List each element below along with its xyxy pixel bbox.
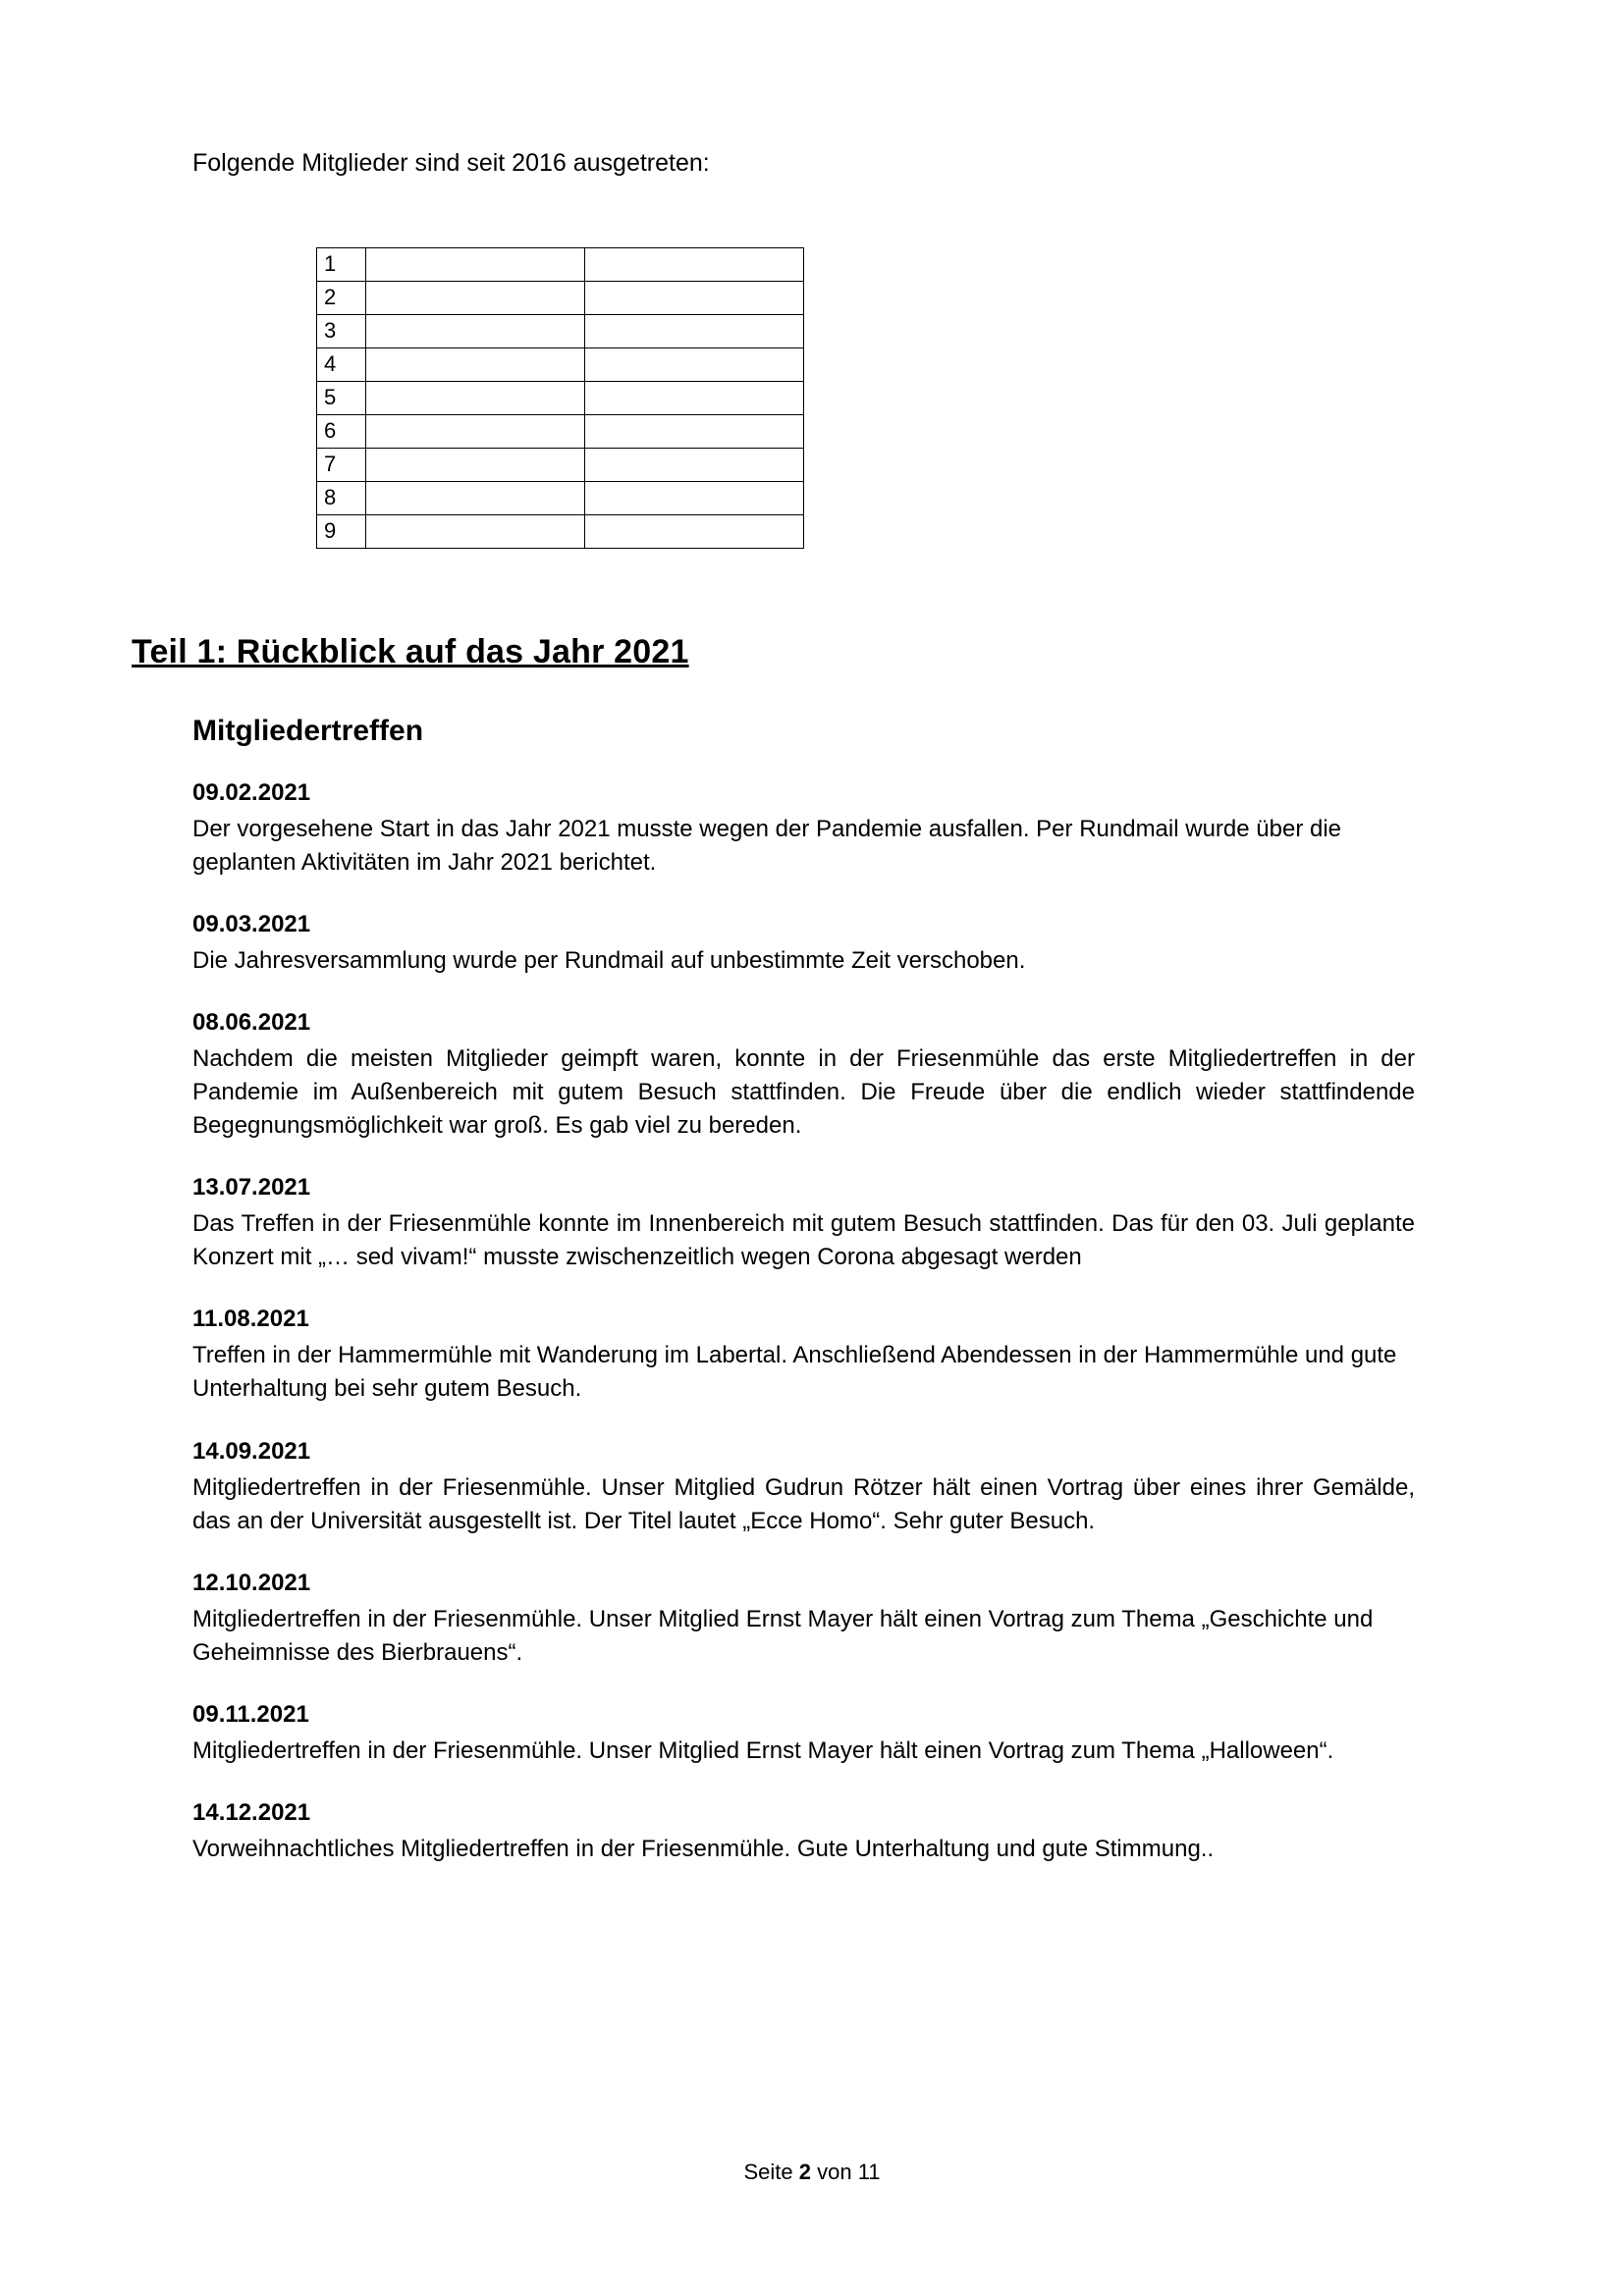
table-cell-name	[366, 347, 585, 381]
entry-date: 14.12.2021	[192, 1798, 311, 1826]
list-item	[192, 1570, 1415, 1670]
entry-date: 11.08.2021	[192, 1306, 309, 1333]
entry-date: 13.07.2021	[192, 1174, 311, 1201]
table-cell-info	[585, 314, 804, 347]
page-title: Teil 1: Rückblick auf das Jahr 2021	[132, 632, 689, 670]
table-cell-info	[585, 514, 804, 548]
entry-text: Mitgliedertreffen in der Friesenmühle. Unser Mitglied Ernst Mayer hält einen Vortrag zum Thema „Geschichte und Geheimnisse des Bierbrauens“.	[192, 1605, 1374, 1666]
footer-total-pages: 11	[857, 2160, 881, 2184]
table-cell-info	[585, 247, 804, 281]
table-cell-info	[585, 448, 804, 481]
list-item	[192, 1009, 1415, 1143]
table-row	[317, 481, 804, 514]
table-cell-number: 4	[317, 347, 366, 381]
table-cell-info	[585, 381, 804, 414]
entry-text: Vorweihnachtliches Mitgliedertreffen in der Friesenmühle. Gute Unterhaltung und gute Stimmung..	[192, 1835, 1215, 1862]
table-cell-number: 1	[317, 247, 366, 281]
table-row	[317, 514, 804, 548]
table-cell-name	[366, 247, 585, 281]
table-cell-info	[585, 414, 804, 448]
entry-text: Treffen in der Hammermühle mit Wanderung im Labertal. Anschließend Abendessen in der Hammermühle und gute Unterhaltung bei sehr gutem Besuch.	[192, 1342, 1397, 1403]
table-cell-name	[366, 481, 585, 514]
entry-date: 09.11.2021	[192, 1700, 309, 1728]
table-cell-name	[366, 314, 585, 347]
table-cell-number: 3	[317, 314, 366, 347]
table-cell-number: 5	[317, 381, 366, 414]
list-item	[192, 1174, 1415, 1274]
table-cell-info	[585, 347, 804, 381]
table-row	[317, 347, 804, 381]
table-cell-number: 8	[317, 481, 366, 514]
entry-date: 09.02.2021	[192, 778, 311, 806]
entry-date: 12.10.2021	[192, 1569, 311, 1596]
list-item	[192, 1799, 1415, 1866]
footer-page-number: 2	[798, 2160, 811, 2184]
table-cell-number: 9	[317, 514, 366, 548]
list-item	[192, 1701, 1415, 1768]
entry-text: Die Jahresversammlung wurde per Rundmail auf unbestimmte Zeit verschoben.	[192, 946, 1026, 974]
table-cell-number: 7	[317, 448, 366, 481]
list-item	[192, 779, 1415, 880]
intro-paragraph: Folgende Mitglieder sind seit 2016 ausgetreten:	[192, 149, 710, 177]
table-cell-name	[366, 448, 585, 481]
table-row	[317, 414, 804, 448]
table-cell-info	[585, 281, 804, 314]
table-row	[317, 381, 804, 414]
page-content	[132, 147, 1415, 1866]
table-cell-number: 2	[317, 281, 366, 314]
resigned-members-table	[316, 247, 804, 549]
table-row	[317, 448, 804, 481]
footer-middle: von	[810, 2160, 858, 2184]
footer-prefix: Seite	[743, 2160, 799, 2184]
table-cell-name	[366, 381, 585, 414]
table-cell-name	[366, 281, 585, 314]
entry-date: 08.06.2021	[192, 1008, 311, 1036]
table-row	[317, 247, 804, 281]
list-item	[192, 1306, 1415, 1406]
table-cell-name	[366, 514, 585, 548]
section-heading: Mitgliedertreffen	[192, 714, 424, 747]
table-cell-info	[585, 481, 804, 514]
members-table-container	[316, 247, 1415, 549]
table-cell-name	[366, 414, 585, 448]
entry-date: 14.09.2021	[192, 1437, 311, 1465]
entry-text: Mitgliedertreffen in der Friesenmühle. Unser Mitglied Gudrun Rötzer hält einen Vortrag über eines ihrer Gemälde, das an der Universität ausgestellt ist. Der Titel lautet „Ecce Homo“. Sehr guter Besuch.	[192, 1473, 1415, 1534]
entry-text: Mitgliedertreffen in der Friesenmühle. Unser Mitglied Ernst Mayer hält einen Vortrag zum Thema „Halloween“.	[192, 1736, 1334, 1764]
entry-text: Nachdem die meisten Mitglieder geimpft waren, konnte in der Friesenmühle das erste Mitgliedertreffen in der Pandemie im Außenbereich mit gutem Besuch stattfinden. Die Freude über die endlich wieder stattfindende Begegnungsmöglichkeit war groß. Es gab viel zu bereden.	[192, 1044, 1415, 1140]
table-cell-number: 6	[317, 414, 366, 448]
page-footer	[0, 2160, 1624, 2185]
list-item	[192, 911, 1415, 978]
table-row	[317, 281, 804, 314]
entry-date: 09.03.2021	[192, 910, 311, 937]
table-row	[317, 314, 804, 347]
entry-text: Das Treffen in der Friesenmühle konnte im Innenbereich mit gutem Besuch stattfinden. Das für den 03. Juli geplante Konzert mit „… sed vivam!“ musste zwischenzeitlich wegen Corona abgesagt werden	[192, 1210, 1415, 1271]
entry-text: Der vorgesehene Start in das Jahr 2021 musste wegen der Pandemie ausfallen. Per Rundmail wurde über die geplanten Aktivitäten im Jahr 2021 berichtet.	[192, 815, 1341, 876]
list-item	[192, 1438, 1415, 1538]
